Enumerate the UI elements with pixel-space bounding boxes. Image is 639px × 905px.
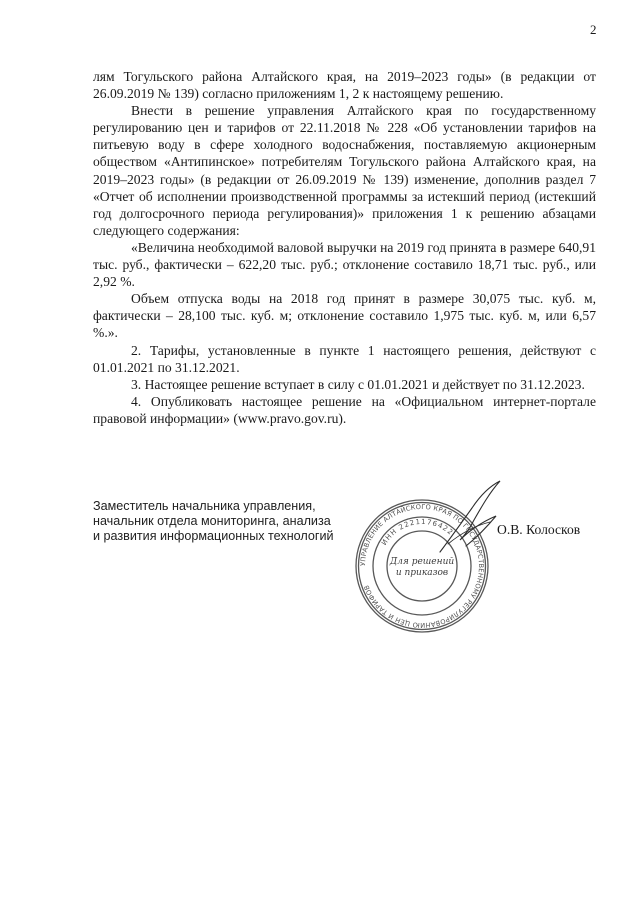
paragraph-amendment: Внести в решение управления Алтайского края по государственному регулированию цен и тарифов от 22.11.2018 № 228 «Об установлении тарифов на питьевую воду в сфере холодного водоснабжения, поставляемую акционерным обществом «Антипинское» потребителям Тогульского района Алтайского края, на 2019–2023 годы» (в редакции от 26.09.2019 № 139) изменение, дополнив раздел 7 «Отчет об исполнении производственной программы за истекший период (истекший год долгосрочного периода регулирования)» приложения 1 к решению абзацами следующего содержания:	[93, 103, 596, 238]
signatory-title-line: и развития информационных технологий	[93, 529, 334, 543]
paragraph-water-volume: Объем отпуска воды на 2018 год принят в размере 30,075 тыс. куб. м, фактически – 28,100 тыс. куб. м; отклонение составило 1,975 тыс. куб. м, или 6,57 %.».	[93, 291, 596, 341]
paragraph-publication: 4. Опубликовать настоящее решение на «Официальном интернет-портале правовой информации» (www.pravo.gov.ru).	[93, 393, 596, 426]
seal-inn-text: ИНН 2221176422	[380, 517, 455, 547]
document-body	[93, 68, 596, 427]
seal-center-line: Для решений	[389, 557, 455, 567]
signature-scribble	[438, 478, 508, 558]
page-number: 2	[590, 22, 597, 37]
signatory-title	[93, 499, 383, 544]
seal-outer-text: УПРАВЛЕНИЕ АЛТАЙСКОГО КРАЯ ПО ГОСУДАРСТВЕННОМУ РЕГУЛИРОВАНИЮ ЦЕН И ТАРИФОВ	[358, 502, 486, 630]
paragraph-continuation: лям Тогульского района Алтайского края, на 2019–2023 годы» (в редакции от 26.09.2019 № 139) согласно приложениям 1, 2 к настоящему решению.	[93, 69, 596, 102]
signatory-title-line: Заместитель начальника управления,	[93, 499, 316, 513]
signatory-name: О.В. Колосков	[497, 522, 581, 537]
paragraph-revenue: «Величина необходимой валовой выручки на 2019 год принята в размере 640,91 тыс. руб., фактически – 622,20 тыс. руб.; отклонение составило 18,71 тыс. руб., или 2,92 %.	[93, 239, 596, 290]
signatory-title-line: начальник отдела мониторинга, анализа	[93, 514, 331, 528]
seal-center-line: и приказов	[395, 568, 449, 578]
paragraph-effective-date: 3. Настоящее решение вступает в силу с 01.01.2021 и действует по 31.12.2023.	[131, 376, 585, 392]
paragraph-tariffs: 2. Тарифы, установленные в пункте 1 настоящего решения, действуют с 01.01.2021 по 31.12.2021.	[93, 342, 596, 375]
